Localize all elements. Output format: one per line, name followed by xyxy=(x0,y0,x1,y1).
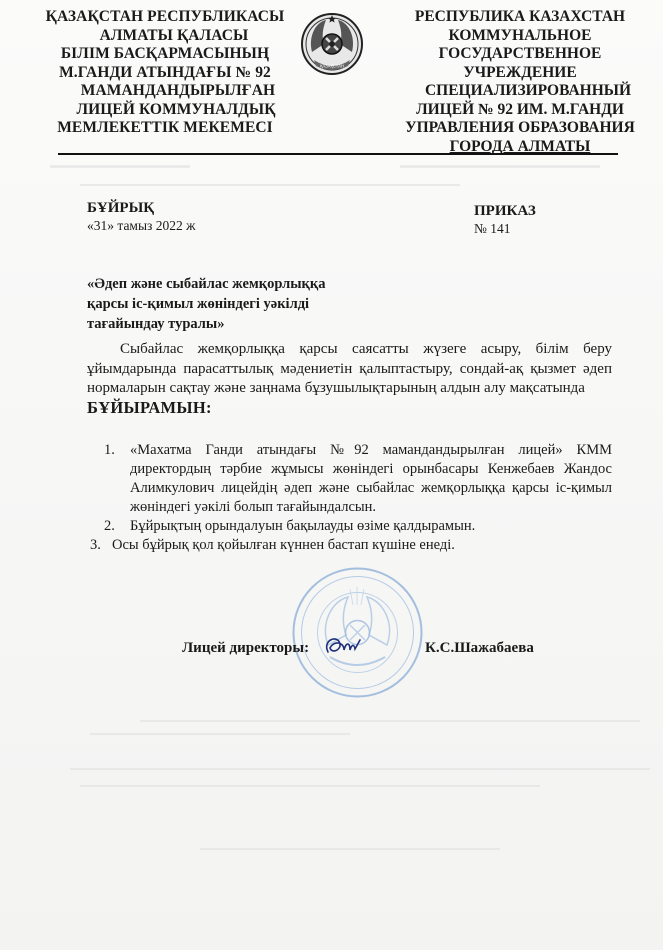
header-line: РЕСПУБЛИКА КАЗАХСТАН xyxy=(414,8,626,25)
order-items xyxy=(90,441,612,555)
subject-line: қарсы іс-қимыл жөніндегі уәкілді xyxy=(87,296,310,312)
signatory-title: Лицей директоры: xyxy=(182,640,310,656)
header-line: УЧРЕЖДЕНИЕ xyxy=(463,63,577,81)
preamble-paragraph: Сыбайлас жемқорлыққа қарсы саясатты жүзеге асыру, білім беру ұйымдарында парасаттылық мәдениетін қалыптастыру, сондай-ақ қызмет әдеп нормаларын сақтау және заңнама бұзушылықтарының алдын алу мақсатында xyxy=(87,341,612,396)
order-item xyxy=(100,517,612,536)
header-line: МЕМЛЕКЕТТІК МЕКЕМЕСІ xyxy=(57,119,273,136)
header-line: ЛИЦЕЙ КОММУНАЛДЫҚ xyxy=(76,100,276,118)
header-divider xyxy=(58,153,618,155)
order-item xyxy=(90,536,612,555)
item-text: Бұйрықтың орындалуын бақылауды өзіме қалдырамын. xyxy=(130,518,476,534)
item-number: 2. xyxy=(104,518,115,534)
header-line: УПРАВЛЕНИЯ ОБРАЗОВАНИЯ xyxy=(405,119,635,136)
bleed-through-line xyxy=(70,768,650,770)
header-line: СПЕЦИАЛИЗИРОВАННЫЙ xyxy=(424,82,632,99)
bleed-through-line xyxy=(80,785,540,787)
signature-block xyxy=(182,637,582,663)
order-item xyxy=(100,441,612,517)
order-kazakh-block xyxy=(87,200,195,234)
header-russian xyxy=(395,8,645,156)
order-subject xyxy=(87,274,327,334)
order-type-ru: ПРИКАЗ xyxy=(474,203,536,219)
handwritten-signature-icon xyxy=(320,632,370,662)
item-number: 1. xyxy=(104,442,115,458)
header-line: ГОРОДА АЛМАТЫ xyxy=(449,137,591,155)
header-line: МАМАНДАНДЫРЫЛҒАН xyxy=(80,82,276,99)
state-emblem-icon xyxy=(300,12,364,76)
header-kazakh xyxy=(40,8,290,138)
header-line: М.ГАНДИ АТЫНДАҒЫ № 92 xyxy=(59,63,271,81)
item-number: 3. xyxy=(90,537,101,553)
emblem-label: ҚАЗАҚСТАН xyxy=(319,63,345,69)
bleed-through-line xyxy=(50,165,190,168)
signatory-name: К.С.Шажабаева xyxy=(425,640,534,656)
item-text: «Махатма Ганди атындағы №92 мамандандырылған лицей» КММ директордың тәрбие жұмысы жөніндегі орынбасары Кенжебаев Жандос Алимкулович лицейдің әдеп және сыбайлас жемқорлыққа қарсы іс-қимыл жөніндегі уәкілі болып тағайындалсын. xyxy=(130,442,612,515)
bleed-through-line xyxy=(80,184,460,186)
bleed-through-line xyxy=(140,720,640,722)
subject-line: «Әдеп және сыбайлас жемқорлыққа xyxy=(87,276,326,292)
bleed-through-line xyxy=(200,848,500,850)
order-number: № 141 xyxy=(474,221,511,236)
bleed-through-line xyxy=(400,165,600,168)
decree-heading: БҰЙЫРАМЫН: xyxy=(87,398,212,417)
header-line: БІЛІМ БАСҚАРМАСЫНЫҢ xyxy=(60,45,270,62)
header-line: ГОСУДАРСТВЕННОЕ xyxy=(438,45,602,62)
header-line: ЛИЦЕЙ № 92 ИМ. М.ГАНДИ xyxy=(416,100,624,118)
header-line: КОММУНАЛЬНОЕ xyxy=(448,26,592,44)
header-line: АЛМАТЫ ҚАЛАСЫ xyxy=(99,26,249,44)
order-date: «31» тамыз 2022 ж xyxy=(87,218,196,233)
order-russian-block xyxy=(474,203,536,237)
header-line: ҚАЗАҚСТАН РЕСПУБЛИКАСЫ xyxy=(45,8,285,25)
subject-line: тағайындау туралы» xyxy=(87,316,225,332)
item-text: Осы бұйрық қол қойылған күннен бастап күшіне енеді. xyxy=(112,537,455,553)
bleed-through-line xyxy=(90,733,350,735)
order-type-kz: БҰЙРЫҚ xyxy=(87,200,155,216)
